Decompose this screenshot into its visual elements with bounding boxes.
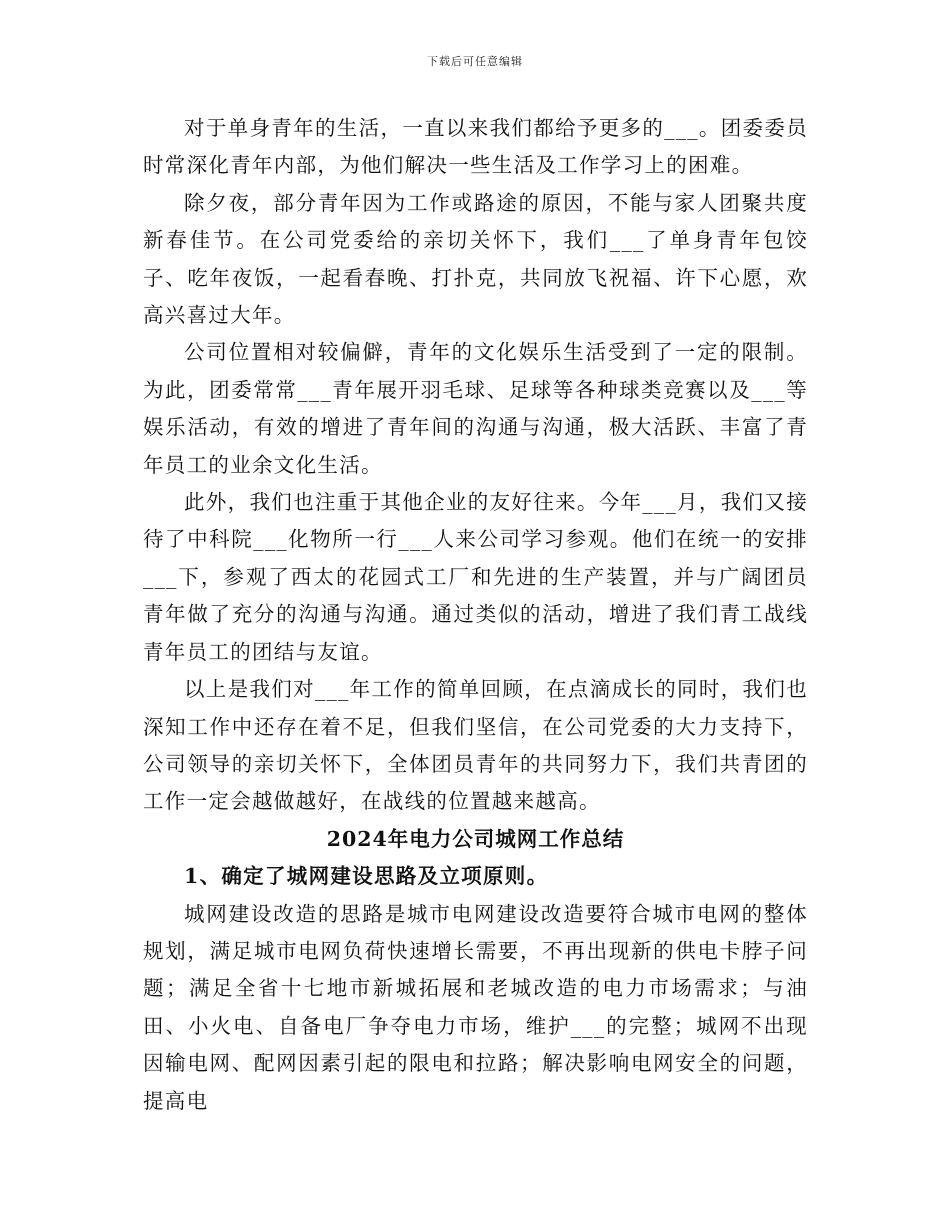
paragraph-new-year-eve: 除夕夜，部分青年因为工作或路途的原因，不能与家人团聚共度新春佳节。在公司党委给的亲切关怀下，我们___了单身青年包饺子、吃年夜饭，一起看春晚、打扑克，共同放飞祝福、许下心愿，欢高兴喜过大年。: [143, 190, 808, 328]
paragraph-single-youth-care: 对于单身青年的生活，一直以来我们都给予更多的___。团委委员时常深化青年内部，为他们解决一些生活及工作学习上的困难。: [143, 116, 808, 178]
paragraph-recreation: 公司位置相对较偏僻，青年的文化娱乐生活受到了一定的限制。为此，团委常常___青年展开羽毛球、足球等各种球类竞赛以及___等娱乐活动，有效的增进了青年间的沟通与沟通，极大活跃、丰富了青年员工的业余文化生活。: [143, 340, 808, 477]
paragraph-grid-construction: 城网建设改造的思路是城市电网建设改造要符合城市电网的整体规划，满足城市电网负荷快速增长需要，不再出现新的供电卡脖子问题；满足全省十七地市新城拓展和老城改造的电力市场需求；与油田、小火电、自备电厂争夺电力市场，维护___的完整；城网不出现因输电网、配网因素引起的限电和拉路；解决影响电网安全的问题，提高电: [143, 901, 808, 1113]
document-body: [143, 110, 808, 1120]
paragraph-exchange-visit: 此外，我们也注重于其他企业的友好往来。今年___月，我们又接待了中科院___化物所一行___人来公司学习参观。他们在统一的安排___下，参观了西太的花园式工厂和先进的生产装置，并与广阔团员青年做了充分的沟通与沟通。通过类似的活动，增进了我们青工战线青年员工的团结与友谊。: [143, 490, 808, 664]
section-heading: 1、确定了城网建设思路及立项原则。: [184, 864, 549, 889]
page-header-note: 下载后可任意编辑: [427, 55, 523, 68]
paragraph-summary: 以上是我们对___年工作的简单回顾，在点滴成长的同时，我们也深知工作中还存在着不足，但我们坚信，在公司党委的大力支持下，公司领导的亲切关怀下，全体团员青年的共同努力下，我们共青团的工作一定会越做越好，在战线的位置越来越高。: [143, 677, 808, 814]
document-title: 2024年电力公司城网工作总结: [326, 826, 625, 851]
